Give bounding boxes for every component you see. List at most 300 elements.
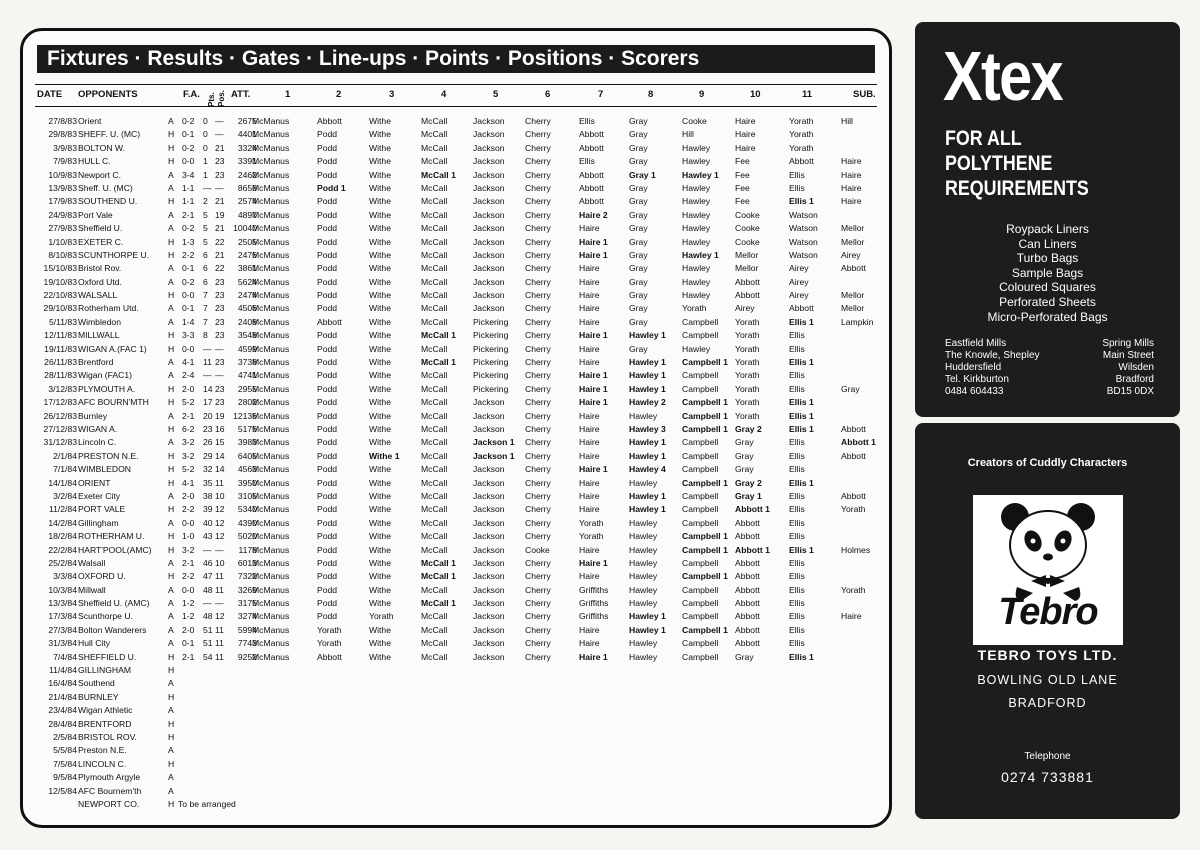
cell-score: 3-2 [182, 450, 195, 461]
cell-points: — [203, 343, 212, 354]
header-col10: 10 [750, 89, 761, 100]
cell-player: Abbott [579, 182, 604, 193]
cell-score: 4-1 [182, 477, 195, 488]
cell-attendance: 2476 [237, 249, 257, 260]
cell-attendance: 5994 [237, 624, 257, 635]
cell-player: Jackson [473, 236, 505, 247]
cell-position: 14 [215, 464, 225, 475]
cell-player: McCall [421, 383, 448, 394]
cell-player: Yorath [369, 611, 394, 622]
xtex-logo: Xtex [943, 37, 1062, 115]
cell-substitute: Mellor [841, 236, 865, 247]
cell-attendance: 2462 [237, 169, 257, 180]
cell-substitute: Haire [841, 156, 862, 167]
cell-player: Fee [735, 196, 750, 207]
tebro-street: BOWLING OLD LANE [977, 673, 1118, 687]
cell-player: Jackson [473, 477, 505, 488]
xtex-address-left [945, 338, 1040, 398]
cell-player: Ellis [789, 450, 805, 461]
cell-player: Gray [629, 249, 648, 260]
cell-points: 1 [203, 156, 208, 167]
cell-date: 7/1/84 [53, 464, 77, 475]
cell-points: 2 [203, 196, 208, 207]
cell-points: 6 [203, 263, 208, 274]
cell-player: Withe [369, 182, 391, 193]
table-row [23, 142, 889, 155]
cell-player: Hawley 1 [629, 504, 666, 515]
cell-points: 5 [203, 236, 208, 247]
cell-player: Podd [317, 370, 338, 381]
header-col2: 2 [336, 89, 342, 100]
cell-player: McCall [421, 397, 448, 408]
cell-opponent: ROTHERHAM U. [78, 531, 145, 542]
cell-player: Haire 1 [579, 397, 608, 408]
cell-player: Ellis [579, 156, 595, 167]
cell-player: Campbell [682, 316, 719, 327]
table-row [23, 343, 889, 356]
table-row [23, 704, 889, 717]
cell-score: 2-0 [182, 383, 195, 394]
cell-player: Podd [317, 531, 338, 542]
cell-player: Podd [317, 343, 338, 354]
cell-venue: A [168, 182, 174, 193]
cell-date: 21/4/84 [48, 691, 77, 702]
cell-player: Cooke [735, 209, 760, 220]
cell-points: 5 [203, 223, 208, 234]
cell-venue: A [168, 209, 174, 220]
cell-venue: H [168, 798, 175, 809]
cell-opponent: ORIENT [78, 477, 111, 488]
cell-opponent: HART'POOL(AMC) [78, 544, 152, 555]
cell-player: Haire [579, 450, 600, 461]
cell-date: 3/9/83 [53, 142, 77, 153]
cell-player: Cherry [525, 223, 551, 234]
cell-score: 6-2 [182, 423, 195, 434]
table-row [23, 410, 889, 423]
cell-player: Withe [369, 504, 391, 515]
cell-player: Yorath [735, 330, 760, 341]
cell-score: 0-2 [182, 276, 195, 287]
cell-score: 5-2 [182, 464, 195, 475]
fixtures-panel [20, 28, 892, 828]
cell-opponent: EXETER C. [78, 236, 124, 247]
cell-date: 31/12/83 [43, 437, 77, 448]
cell-player: Cherry [525, 490, 551, 501]
cell-player: Yorath [735, 316, 760, 327]
cell-attendance: 4897 [237, 209, 257, 220]
cell-venue: A [168, 584, 174, 595]
cell-player: Campbell [682, 584, 719, 595]
cell-player: McManus [252, 383, 290, 394]
cell-player: Haire 1 [579, 464, 608, 475]
cell-player: Withe [369, 316, 391, 327]
cell-player: Haire 1 [579, 330, 608, 341]
cell-player: Cherry [525, 517, 551, 528]
table-row [23, 423, 889, 436]
cell-player: Withe [369, 410, 391, 421]
cell-venue: A [168, 772, 174, 783]
cell-player: McManus [252, 236, 290, 247]
cell-date: 26/11/83 [44, 357, 77, 368]
cell-player: Yorath [789, 116, 814, 126]
cell-player: Yorath [735, 383, 760, 394]
cell-points: 47 [203, 571, 213, 582]
cell-date: 26/12/83 [43, 410, 77, 421]
cell-score: 1-1 [182, 196, 195, 207]
cell-player: Ellis [789, 531, 805, 542]
cell-player: Mellor [735, 249, 759, 260]
cell-player: McManus [252, 182, 290, 193]
cell-player: McManus [252, 343, 290, 354]
cell-player: Withe [369, 517, 391, 528]
product-item: Micro-Perforated Bags [987, 309, 1108, 324]
cell-points: 51 [203, 638, 213, 649]
cell-points: 1 [203, 169, 208, 180]
cell-substitute: Airey [841, 249, 861, 260]
cell-player: Withe [369, 638, 391, 649]
cell-venue: A [168, 745, 174, 756]
cell-player: Withe [369, 490, 391, 501]
cell-player: Hawley [629, 557, 658, 568]
cell-player: Podd [317, 156, 338, 167]
table-row [23, 209, 889, 222]
cell-player: Hawley [629, 598, 658, 609]
cell-date: 25/2/84 [48, 557, 77, 568]
table-row [23, 744, 889, 757]
cell-player: Podd [317, 223, 338, 234]
cell-position: 12 [215, 504, 225, 515]
cell-substitute: Holmes [841, 544, 871, 555]
header-sub: SUB. [853, 89, 876, 100]
cell-position: 19 [215, 209, 225, 220]
cell-player: McCall [421, 504, 448, 515]
cell-player: Ellis [789, 611, 805, 622]
table-row [23, 450, 889, 463]
cell-player: Gray 1 [735, 490, 762, 501]
cell-player: Cherry [525, 182, 551, 193]
table-row [23, 664, 889, 677]
cell-score: 3-3 [182, 330, 195, 341]
cell-venue: H [168, 665, 175, 676]
cell-venue: H [168, 731, 175, 742]
cell-player: Podd [317, 490, 338, 501]
cell-substitute: Mellor [841, 290, 865, 301]
cell-player: Abbott [735, 276, 760, 287]
cell-player: Hawley 1 [682, 249, 719, 260]
cell-score: 2-0 [182, 490, 195, 501]
cell-player: McCall [421, 584, 448, 595]
header-opponents: OPPONENTS [78, 89, 138, 100]
cell-venue: A [168, 705, 174, 716]
cell-attendance: 4401 [237, 129, 257, 140]
cell-attendance: 3175 [237, 598, 257, 609]
cell-date: 17/12/83 [43, 397, 77, 408]
table-row [23, 396, 889, 409]
cell-player: Jackson [473, 249, 505, 260]
cell-player: Abbott [317, 116, 342, 126]
cell-player: Ellis 1 [789, 316, 814, 327]
cell-venue: A [168, 316, 174, 327]
cell-player: Cherry [525, 116, 551, 126]
cell-date: 27/9/83 [48, 223, 77, 234]
cell-date: 13/3/84 [48, 598, 77, 609]
cell-player: Abbott [735, 517, 760, 528]
cell-opponent: SHEFFIELD U. [78, 651, 137, 662]
cell-date: 7/4/84 [53, 651, 77, 662]
cell-venue: A [168, 357, 174, 368]
cell-opponent: HULL C. [78, 156, 111, 167]
cell-venue: A [168, 624, 174, 635]
cell-attendance: 2574 [237, 196, 257, 207]
cell-points: — [203, 544, 212, 555]
cell-venue: A [168, 598, 174, 609]
cell-position: — [215, 370, 224, 381]
cell-player: Jackson [473, 611, 505, 622]
header-col11: 11 [802, 89, 813, 100]
cell-points: 48 [203, 611, 213, 622]
address-line: 0484 604433 [945, 386, 1004, 397]
cell-player: Withe [369, 129, 391, 140]
cell-attendance: 7322 [237, 571, 257, 582]
cell-player: Podd [317, 504, 338, 515]
cell-player: Ellis [789, 464, 805, 475]
cell-attendance: 2955 [237, 383, 257, 394]
cell-player: Pickering [473, 357, 509, 368]
cell-substitute: Yorath [841, 584, 866, 595]
header-att: ATT. [231, 89, 251, 100]
cell-points: 0 [203, 116, 208, 126]
cell-player: Pickering [473, 343, 509, 354]
cell-position: 23 [215, 397, 225, 408]
cell-attendance: 5624 [237, 276, 257, 287]
cell-player: Jackson 1 [473, 437, 515, 448]
table-row [23, 677, 889, 690]
cell-player: Podd [317, 517, 338, 528]
cell-player: Gray [629, 303, 648, 314]
cell-venue: H [168, 236, 175, 247]
cell-venue: H [168, 464, 175, 475]
cell-player: McManus [252, 531, 290, 542]
cell-player: Jackson [473, 464, 505, 475]
cell-date: 15/10/83 [43, 263, 77, 274]
cell-score: 0-1 [182, 638, 195, 649]
cell-player: Cooke [735, 236, 760, 247]
cell-opponent: Southend [78, 678, 115, 689]
cell-player: Jackson [473, 263, 505, 274]
cell-player: McManus [252, 598, 290, 609]
cell-venue: H [168, 718, 175, 729]
cell-player: Fee [735, 182, 750, 193]
cell-player: Withe [369, 531, 391, 542]
cell-player: McManus [252, 477, 290, 488]
cell-player: Griffiths [579, 611, 609, 622]
cell-player: Campbell 1 [682, 624, 728, 635]
cell-player: Withe [369, 370, 391, 381]
table-row [23, 798, 889, 811]
cell-venue: A [168, 276, 174, 287]
cell-player: Haire [579, 437, 600, 448]
cell-score: 0-0 [182, 156, 195, 167]
cell-player: Hawley 2 [629, 397, 666, 408]
cell-opponent: Lincoln C. [78, 437, 117, 448]
table-row [23, 289, 889, 302]
cell-player: Haire [579, 477, 600, 488]
cell-player: Hawley [682, 223, 711, 234]
cell-player: Haire [579, 638, 600, 649]
cell-venue: H [168, 142, 175, 153]
cell-player: Jackson [473, 651, 505, 662]
cell-player: Jackson [473, 156, 505, 167]
cell-player: Gray [629, 116, 648, 126]
address-line: Huddersfield [945, 362, 1002, 373]
cell-points: 35 [203, 477, 213, 488]
cell-player: Abbott [735, 531, 760, 542]
cell-opponent: Oxford Utd. [78, 276, 122, 287]
cell-score: 2-2 [182, 504, 195, 515]
cell-player: Withe [369, 423, 391, 434]
cell-position: 12 [215, 611, 225, 622]
cell-player: Yorath [317, 638, 342, 649]
table-row [23, 490, 889, 503]
cell-player: McManus [252, 169, 290, 180]
cell-player: Jackson [473, 584, 505, 595]
cell-date: 19/10/83 [43, 276, 77, 287]
cell-position: 11 [215, 638, 224, 649]
cell-venue: H [168, 651, 175, 662]
tebro-company: TEBRO TOYS LTD. [977, 647, 1118, 663]
cell-opponent: PLYMOUTH A. [78, 383, 136, 394]
cell-attendance: 4599 [237, 343, 257, 354]
cell-player: Ellis [789, 571, 805, 582]
cell-venue: H [168, 196, 175, 207]
cell-venue: H [168, 249, 175, 260]
cell-player: Abbott [317, 651, 342, 662]
cell-player: Abbott [579, 169, 604, 180]
cell-player: McCall [421, 196, 448, 207]
cell-player: McManus [252, 116, 290, 126]
cell-player: Cherry [525, 531, 551, 542]
cell-player: McCall [421, 263, 448, 274]
header-fa: F.A. [183, 89, 200, 100]
cell-player: Abbott [735, 290, 760, 301]
cell-player: Campbell [682, 383, 719, 394]
cell-player: Podd [317, 450, 338, 461]
cell-player: Withe [369, 249, 391, 260]
cell-player: Campbell [682, 490, 719, 501]
cell-score: 0-0 [182, 517, 195, 528]
cell-substitute: Hill [841, 116, 853, 126]
cell-player: Ellis 1 [789, 357, 814, 368]
cell-player: McCall [421, 343, 448, 354]
cell-opponent: SHEFF. U. (MC) [78, 129, 141, 140]
cell-venue: H [168, 477, 175, 488]
cell-position: 19 [215, 410, 225, 421]
cell-attendance: 3861 [237, 263, 257, 274]
table-row [23, 597, 889, 610]
header-col9: 9 [699, 89, 705, 100]
cell-attendance: 2408 [237, 316, 257, 327]
cell-player: Campbell [682, 504, 719, 515]
cell-player: Abbott [317, 316, 342, 327]
cell-player: Ellis 1 [789, 410, 814, 421]
cell-position: 23 [215, 276, 225, 287]
cell-player: Yorath [735, 357, 760, 368]
cell-attendance: 3738 [237, 357, 257, 368]
header-rule-top [35, 84, 877, 85]
cell-player: McManus [252, 611, 290, 622]
cell-venue: A [168, 678, 174, 689]
cell-player: Jackson [473, 410, 505, 421]
cell-player: Withe [369, 276, 391, 287]
cell-player: Ellis [789, 624, 805, 635]
cell-venue: H [168, 290, 175, 301]
cell-attendance: 10040 [233, 223, 257, 234]
cell-player: Campbell 1 [682, 357, 728, 368]
cell-player: Jackson [473, 490, 505, 501]
cell-score: 1-2 [182, 611, 195, 622]
xtex-address-right [1102, 338, 1154, 398]
cell-opponent: Gillingham [78, 517, 119, 528]
cell-player: Abbott [579, 142, 604, 153]
cell-attendance: 2675 [237, 116, 257, 126]
cell-player: Abbott [735, 638, 760, 649]
cell-substitute: Abbott [841, 450, 866, 461]
cell-player: McManus [252, 290, 290, 301]
cell-player: Withe [369, 343, 391, 354]
cell-player: Hawley [682, 182, 711, 193]
cell-player: Withe [369, 156, 391, 167]
cell-date: 28/4/84 [48, 718, 77, 729]
cell-player: Hawley [629, 638, 658, 649]
cell-player: Withe [369, 196, 391, 207]
cell-player: McCall [421, 638, 448, 649]
cell-points: 6 [203, 276, 208, 287]
table-row [23, 236, 889, 249]
xtex-tagline [945, 126, 1089, 201]
cell-opponent: AFC Bournem'th [78, 785, 142, 796]
cell-date: 23/4/84 [48, 705, 77, 716]
cell-score: 4-1 [182, 357, 195, 368]
cell-player: Yorath [735, 397, 760, 408]
cell-date: 22/2/84 [48, 544, 77, 555]
cell-points: 23 [203, 423, 213, 434]
cell-player: Fee [735, 156, 750, 167]
cell-venue: A [168, 437, 174, 448]
cell-venue: A [168, 611, 174, 622]
table-row [23, 222, 889, 235]
address-line: BD15 0DX [1106, 386, 1154, 397]
cell-player: Jackson [473, 223, 505, 234]
cell-player: Hawley [682, 209, 711, 220]
xtex-product-list [915, 222, 1180, 324]
cell-player: McManus [252, 303, 290, 314]
cell-player: Campbell [682, 557, 719, 568]
cell-player: Withe [369, 584, 391, 595]
product-item: Roypack Liners [1006, 222, 1089, 236]
cell-player: Hawley 1 [629, 490, 666, 501]
cell-player: Podd [317, 357, 338, 368]
cell-player: Hill [682, 129, 694, 140]
cell-player: Cherry [525, 571, 551, 582]
cell-player: Withe [369, 357, 391, 368]
cell-player: Gray [629, 276, 648, 287]
cell-venue: A [168, 785, 174, 796]
cell-player: Hawley [629, 584, 658, 595]
cell-player: Ellis [789, 370, 805, 381]
cell-player: McManus [252, 450, 290, 461]
table-row [23, 651, 889, 664]
cell-player: Gray [735, 651, 754, 662]
